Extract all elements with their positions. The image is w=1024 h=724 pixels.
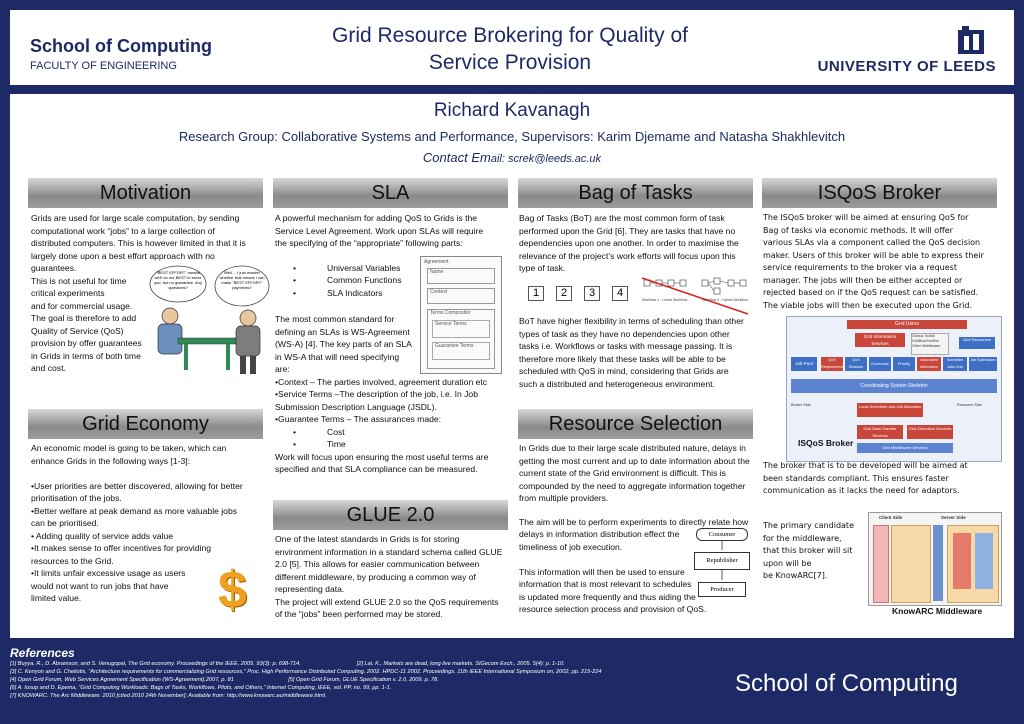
motivation-line: distributed computers. This is however limited in that it is: [31, 238, 246, 248]
knowarc-server-label: Server Side: [941, 515, 966, 520]
rs-para1-line: from multiple providers.: [519, 493, 609, 503]
rs-para2-line: resource selection process and provision of QoS.: [519, 604, 707, 614]
contact-address: ail: screk@leeds.ac.uk: [490, 153, 602, 165]
agreement-diagram: [420, 256, 502, 374]
rs-para2-line: This information will then be used to ensure: [519, 566, 685, 577]
isqos-text-2: [763, 460, 1008, 498]
sla-guarantee-list: [275, 426, 515, 451]
grid-economy-line: •It limits unfair excessive usage as users: [31, 568, 186, 578]
job-submission-box: Job Submission: [969, 357, 997, 371]
motivation-line: in Grids in terms of both time: [31, 350, 141, 361]
motivation-line: and cost.: [31, 363, 66, 373]
local-scheduler-box: Local Scheduler and Job Allocation: [857, 403, 923, 417]
glue-line: different middleware, by producing a common way of: [275, 571, 476, 582]
header-rule: [10, 85, 1014, 88]
knowarc-diagram: [868, 512, 1002, 606]
middleware-box: [911, 333, 949, 355]
reference-line: [4] Open Grid Forum, Web Services Agreement Specification (WS-Agreement),2007, p. 81 [5] Open Grid Forum, GLUE Specification v. 2.0, 2009. p. 78.: [10, 677, 439, 683]
agreement-context-label: Context: [430, 289, 448, 295]
motivation-line: and for commercial usage.: [31, 300, 133, 311]
qos-req-box: QoS Requirements: [821, 358, 845, 369]
sla-guarantee-item: • Cost: [293, 426, 515, 439]
isqos-para3-line: The primary candidate: [763, 521, 854, 530]
sla-part-item: • Universal Variables: [293, 262, 515, 275]
motivation-line: critical experiments: [31, 288, 105, 298]
knowarc-bus: [933, 525, 943, 601]
isqos-text: [763, 212, 1008, 312]
sla-para2-line: The most common standard for: [275, 314, 395, 324]
glue-line: 2.0 [5]. This allows for easier communication between: [275, 559, 480, 569]
sla-intro-line: A powerful mechanism for adding QoS to Grids is the: [275, 213, 478, 223]
grid-economy-line: •Better welfare at peak demand as more valuable jobs: [31, 505, 238, 516]
isqos-para1-line: service requirements to the broker via a request: [763, 263, 957, 272]
poster-title: [260, 22, 760, 76]
service-terms-label: Service Terms: [435, 321, 467, 327]
republisher-diagram: [690, 526, 754, 606]
rs-para2-line: information that is most relevant to schedules: [519, 579, 692, 589]
university-crest-icon: [956, 24, 986, 54]
sla-part-item: • Common Functions: [293, 274, 515, 287]
grid-middleware-box: Grid Middleware Services: [857, 443, 953, 453]
sla-guarantee-item: • Time: [293, 438, 515, 451]
grid-economy-line: •User priorities are better discovered, allowing for better: [31, 480, 243, 491]
motivation-line: The goal is therefore to add: [31, 313, 137, 323]
knowarc-client-panel: [891, 525, 931, 603]
motivation-line: Quality of Service (QoS): [31, 325, 124, 336]
isqos-para1-line: manager. The jobs will then be either accepted or: [763, 275, 963, 285]
header-school: School of Computing: [30, 36, 212, 56]
sla-intro-line: the specifying of the “appropriate” following parts:: [275, 238, 463, 248]
reference-line: [1] Buyya, R., D. Abramson, and S. Venugopal, The Grid economy. Proceedings of the IEEE, 2005. 93(3): p. 698-714. [2] Lai, K., Markets are dead, long live markets. SIGecom Exch., 2005. 5(4): p. 1-10.: [10, 661, 565, 667]
rs-para2-line: delays in information distribution effect the: [519, 529, 680, 539]
motivation-line: provision by offer guarantees: [31, 338, 142, 348]
grid-info-box: Grid Information Services: [855, 333, 905, 347]
motivation-line: computational work “jobs” to a large collection of: [31, 225, 215, 236]
isqos-para1-line: The ISQoS broker will be aimed at ensuring QoS for: [763, 213, 969, 222]
resource-side-label: Resource Side: [957, 403, 982, 407]
terms-compositor-box: [427, 309, 495, 369]
isqos-para2-line: The broker that is to be developed will be aimed at: [763, 461, 968, 470]
motivation-line: guarantees.: [31, 263, 77, 273]
sla-closing-line: Work will focus upon ensuring the most useful terms are: [275, 451, 489, 462]
cartoon-bubble-2: Well ... I just wonder whether that means I can make "BEST EFFORT" payments?: [219, 270, 265, 290]
bag-of-tasks-text-2: [519, 315, 759, 390]
rs-para2-line: The aim will be to perform experiments to directly relate how: [519, 516, 749, 527]
header: [10, 10, 1014, 88]
other-middleware-label: Other Middleware: [912, 344, 941, 348]
references: [10, 646, 710, 700]
motivation-line: Grids are used for large scale computation, by sending: [31, 213, 240, 223]
bot-para2-line: tasks i.e. Workflows or tasks with message passing. It is: [519, 341, 733, 351]
isqos-text-3: [763, 520, 873, 583]
motivation-line: This is not useful for time: [31, 275, 127, 286]
knowarc-client-bar: [873, 525, 889, 603]
sla-closing-line: specified and that SLA compliance can be measured.: [275, 464, 478, 474]
qos-dm-box: QoS Decision Maker: [845, 357, 867, 371]
sla-parts-line: •Guarantee Terms – The assurances made:: [275, 414, 442, 424]
guarantee-terms-label: Guarantee Terms: [435, 343, 474, 349]
rs-para2-line: timeliness of job execution.: [519, 541, 623, 552]
grid-users-box: Grid Users: [847, 320, 967, 329]
author-name: Richard Kavanagh: [433, 100, 591, 121]
task-box: 3: [584, 286, 600, 301]
reference-line: [7] KNOWARC. The Arc Middleware. 2010 [cited 2010 24th November]; Available from: http://www.knowarc.eu/middleware.html.: [10, 693, 327, 699]
bot-para1-line: performed upon the Grid [6]. They are tasks that have no: [519, 225, 736, 236]
contact-label: Contact Em: [422, 150, 491, 165]
glue-text: [275, 533, 515, 621]
agreement-name-box: [427, 268, 495, 284]
footer-school: School of Computing: [735, 670, 958, 697]
task-box: 4: [612, 286, 628, 301]
workflow-diagram: [640, 276, 750, 316]
best-effort-cartoon: [148, 260, 270, 378]
rs-para1-line: getting the most current and up to date information about the: [519, 455, 750, 466]
sla-para2-line: are:: [275, 364, 290, 374]
rs-para1-line: compounded by the need to aggregate information together: [519, 480, 746, 491]
submitted-jobs-box: Submitted Jobs Grid Broker: [943, 357, 967, 371]
bag-of-tasks-heading: Bag of Tasks: [518, 178, 753, 208]
rs-para1-line: current state of the Grid environment is difficult. This is: [519, 468, 726, 478]
sla-para2-line: (WS-A) [4]. The key parts of an SLA: [275, 339, 412, 349]
grid-economy-line: limited value.: [31, 593, 82, 603]
isqos-para1-line: Bag of tasks via economic methods. It will offer: [763, 225, 953, 235]
bot-para1-line: dependencies upon one another. In order to maximise the: [519, 238, 739, 248]
poster-title-line2: Service Provision: [428, 51, 592, 74]
economic-box: Economic: [869, 357, 891, 371]
service-terms-box: [432, 320, 490, 338]
agreement-label: Agreement: [424, 259, 449, 265]
isqos-para1-line: maker. Users of this broker will be able to express their: [763, 250, 984, 260]
glue-line: environment information in a standard schema called GLUE: [275, 546, 503, 557]
sla-part-item: • SLA Indicators: [293, 287, 515, 300]
producer-node: Producer: [698, 582, 746, 597]
reference-line: [6] A. Iosup and D. Epema, “Grid Computing Workloads: Bags of Tasks, Workflows, Pilots, and Others,” Internet Computing, IEEE, vol. PP, no. 99, pp. 1-1.: [10, 685, 392, 691]
grid-economy-line: would not want to run jobs that have: [31, 580, 169, 591]
broker-side-label: Broker Side: [791, 403, 811, 407]
knowarc-client-label: Client Side: [879, 515, 903, 520]
workflow2-label: Workflow 2 - Hybrid Workflow: [702, 298, 748, 302]
rs-para2-line: is updated more frequently and thus aiding the: [519, 591, 696, 602]
isqos-para1-line: various SLAs via a component called the QoS decision: [763, 238, 981, 247]
isqos-diagram-caption: ISQoS Broker: [798, 438, 854, 448]
grid-economy-line: resources to the Grid.: [31, 555, 114, 566]
priority-box: Priority: [893, 357, 915, 371]
resource-selection-heading: Resource Selection: [518, 409, 753, 439]
main-panel: [10, 94, 1014, 638]
isqos-para2-line: been standards compliant. This ensures faster: [763, 473, 949, 483]
assoc-pool-box: Associated Information Pool: [917, 357, 941, 371]
task-diagram: [522, 276, 750, 316]
grid-data-box: Grid Data Transfer Services: [857, 425, 903, 439]
grid-economy-line: [31, 467, 271, 480]
bot-para1-line: type of task.: [519, 263, 566, 273]
knowarc-service-b: [975, 533, 993, 589]
glue-line: The project will extend GLUE 2.0 so the QoS requirements: [275, 596, 499, 607]
sla-parts-line: •Service Terms –The description of the job, i.e. In Job: [275, 389, 478, 399]
bot-para2-line: scheduled with QoS in mind, considering that Grids are: [519, 366, 729, 376]
bag-of-tasks-text: [519, 212, 759, 275]
research-group: Research Group: Collaborative Systems and Performance, Supervisors: Karim Djemame and Natasha Shakhlevitch: [178, 129, 846, 144]
glue-line: of the “jobs” been performed may be stored.: [275, 609, 443, 619]
grid-exec-box: Grid Execution Services: [907, 425, 953, 439]
contact-email: [10, 150, 1014, 165]
motivation-line: largely done upon a best effort approach with no: [31, 250, 215, 261]
grid-economy-line: enhance Grids in the following ways [1-3]:: [31, 455, 191, 466]
grid-economy-heading: Grid Economy: [28, 409, 263, 439]
glue-heading: GLUE 2.0: [273, 500, 508, 530]
grid-economy-line: can be prioritised.: [31, 518, 99, 528]
consumer-node: Consumer: [696, 528, 748, 541]
motivation-heading: Motivation: [28, 178, 263, 208]
bot-para1-line: Bag of Tasks (BoT) are the most common form of task: [519, 213, 725, 223]
header-faculty: FACULTY OF ENGINEERING: [30, 60, 177, 72]
gridbus-label: GridBus/GridSim: [912, 339, 939, 343]
bot-para2-line: such a distributed and heterogeneous environment.: [519, 378, 715, 389]
cartoon-bubble-1: "BEST EFFORT" means we'll do our BEST to serve you, but no guarantee. Any questions?: [154, 270, 202, 290]
bot-para2-line: types of task as they have no dependencies upon other: [519, 328, 730, 339]
resources-box: Grid Resources: [959, 337, 995, 349]
isqos-heading: ISQoS Broker: [762, 178, 997, 208]
isqos-para3-line: be KnowARC[7].: [763, 571, 828, 580]
coordinating-skeleton-box: Coordinating System Skeleton: [791, 379, 997, 393]
sla-intro-line: Service Level Agreement. Work upon SLAs will require: [275, 225, 484, 236]
sla-parts-line: Submission Description Language (JSDL).: [275, 401, 437, 412]
glue-line: One of the latest standards in Grids is for storing: [275, 534, 460, 544]
bot-para1-line: relevance of the project’s work efforts will focus upon this: [519, 250, 736, 261]
task-box: 1: [528, 286, 544, 301]
grid-economy-line: An economic model is going to be taken, which can: [31, 443, 227, 453]
dollar-icon: $: [218, 561, 247, 619]
isqos-para3-line: that this broker will sit: [763, 546, 853, 555]
glue-line: representing data.: [275, 584, 345, 594]
republisher-node: Republisher: [694, 552, 750, 570]
university-name: UNIVERSITY OF LEEDS: [817, 58, 996, 75]
isqos-para1-line: rejected based on if the QoS request can be satisfied.: [763, 288, 979, 297]
isqos-para1-line: The viable jobs will then be executed upon the Grid.: [763, 300, 972, 310]
isqos-para3-line: for the middleware,: [763, 533, 842, 543]
terms-compositor-label: Terms Compositor: [430, 310, 471, 316]
isqos-para3-line: upon will be: [763, 558, 812, 568]
sla-heading: SLA: [273, 178, 508, 208]
agreement-context-box: [427, 288, 495, 304]
knowarc-service-a: [953, 533, 971, 589]
workflow1-label: Workflow 1 - Linear Workflow: [642, 298, 688, 302]
sla-para2-line: defining an SLAs is WS-Agreement: [275, 326, 410, 337]
sla-para2-line: in WS-A that will need specifying: [275, 351, 400, 362]
rs-para1-line: In Grids due to their large scale distributed nature, delays in: [519, 443, 746, 453]
sla-parts-line: •Context – The parties involved, agreement duration etc: [275, 376, 488, 387]
knowarc-caption: KnowARC Middleware: [892, 606, 983, 616]
grid-economy-line: prioritisation of the jobs.: [31, 493, 122, 503]
task-box: 2: [556, 286, 572, 301]
isqos-para2-line: communication as it lacks the need for adaptors.: [763, 486, 960, 495]
globus-label: Globus Toolkit: [912, 334, 935, 338]
bot-para2-line: therefore more likely that these tasks will be able to be: [519, 353, 726, 364]
agreement-name-label: Name: [430, 269, 444, 275]
grid-economy-line: •It makes sense to offer incentives for providing: [31, 543, 212, 553]
reference-line: [3] C. Kenyon and G. Cheliotis, “Architecture requirements for commercializing Grid resources,” Proc. High Performance Distributed Computing, 2002. HPDC-11 2002. Proceedings. 11th IEEE International Symposium on, 2002, pp. 215-224: [10, 669, 602, 675]
bot-para2-line: BoT have higher flexibility in terms of scheduling than other: [519, 316, 744, 326]
references-heading: References: [10, 646, 75, 660]
grid-economy-line: • Adding quality of service adds value: [31, 530, 174, 541]
job-pool-box: Job Pool: [791, 357, 817, 371]
poster-title-line1: Grid Resource Brokering for Quality of: [332, 24, 688, 47]
guarantee-terms-box: [432, 342, 490, 360]
